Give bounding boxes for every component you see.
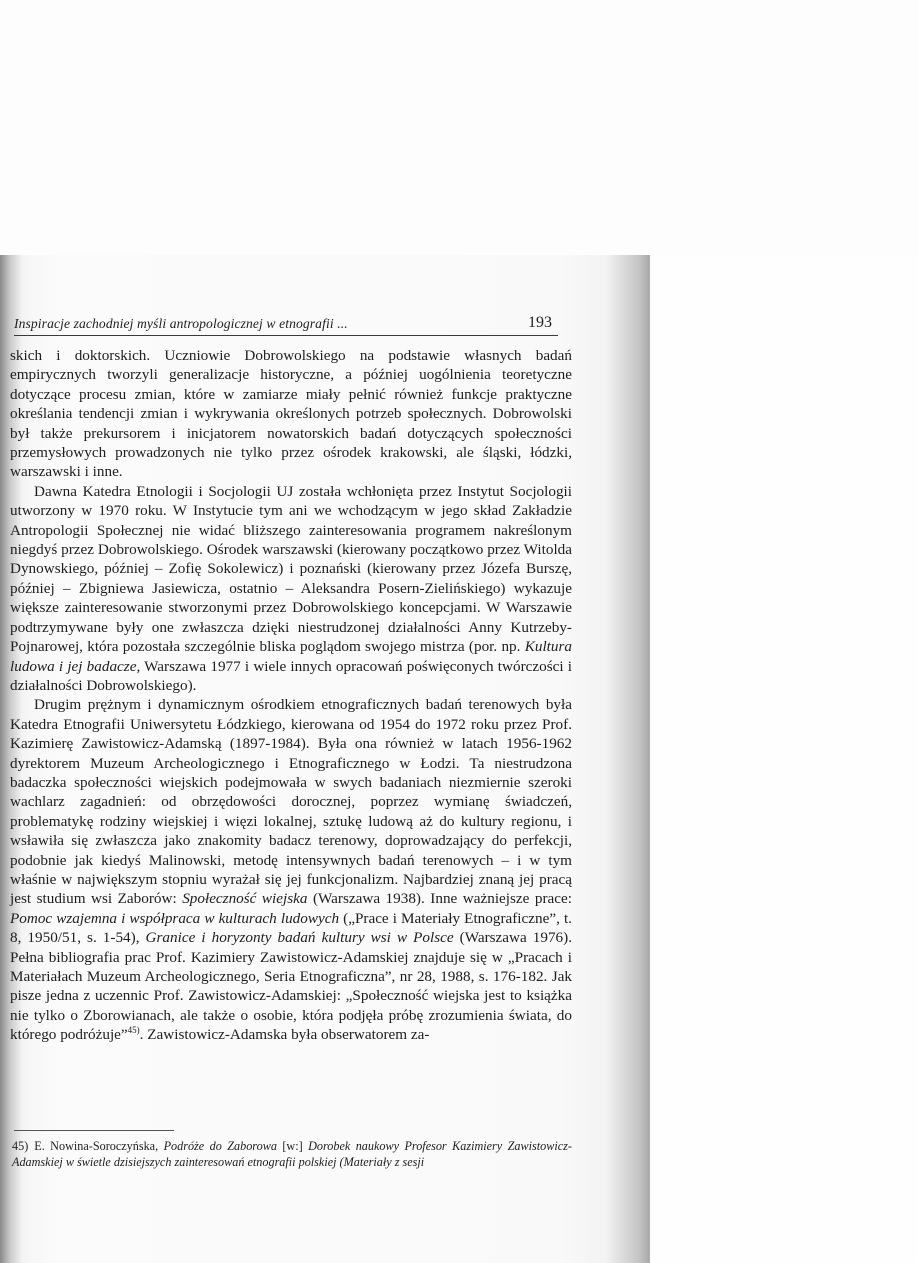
paragraph-3-text-a: Drugim prężnym i dynamicznym ośrodkiem etnograficznych badań terenowych była Katedra Etnografii Uniwersytetu Łódzkiego, kierowana od 1954 do 1972 roku przez Prof. Kazimierę Zawistowicz-Adamską (1897-1984). Była ona również w latach 1956-1962 dyrektorem Muzeum Archeologicznego i Etnograficznego w Łodzi. Ta niestrudzona badaczka społeczności wiejskich podejmowała w swych badaniach niezmiernie szeroki wachlarz zagadnień: od obrzędowości dorocznej, poprzez wymianę świadczeń, problematykę rodziny wiejskiej i więzi lokalnej, sztukę ludową aż do kultury regionu, i wsławiła się zwłaszcza jako znakomity badacz terenowy, doprowadzający do perfekcji, podobnie jak kiedyś Malinowski, metodę intensywnych badań terenowych – i w tym właśnie w największym stopniu wyrażał się jej funkcjonalizm. Najbardziej znaną jej pracą jest studium wsi Zaborów:	[10, 696, 572, 908]
body-text	[10, 346, 572, 1045]
footnote-number: 45)	[12, 1139, 29, 1153]
paragraph-1	[10, 346, 572, 482]
footnote-title-2: Dorobek naukowy Profesor Kazimiery Zawistowicz-Adamskiej w świetle dzisiejszych zainteresowań etnografii polskiej (Materiały z sesji	[12, 1139, 572, 1169]
footnote-bracket: [w:]	[276, 1139, 309, 1153]
running-header-title: Inspiracje zachodniej myśli antropologicznej w etnografii ...	[14, 316, 348, 331]
scan-right-margin	[650, 255, 918, 1263]
page-number: 193	[528, 314, 552, 331]
footnote-author: E. Nowina-Soroczyńska,	[34, 1139, 164, 1153]
scan-top-margin	[0, 0, 918, 255]
footnote-divider	[14, 1130, 174, 1131]
paragraph-2-text-a: Dawna Katedra Etnologii i Socjologii UJ została wchłonięta przez Instytut Socjologii utworzony w 1970 roku. W Instytucie tym ani we wchodzącym w jego skład Zakładzie Antropologii Społecznej nie widać bliższego zainteresowania programem nakreślonym niegdyś przez Dobrowolskiego. Ośrodek warszawski (kierowany początkowo przez Witolda Dynowskiego, później – Zofię Sokolewicz) i poznański (kierowany przez Józefa Burszę, później – Zbigniewa Jasiewicza, ostatnio – Aleksandra Posern-Zielińskiego) wykazuje większe zainteresowanie stworzonymi przez Dobrowolskiego koncepcjami. W Warszawie podtrzymywane były one zwłaszcza dzięki niestrudzonej działalności Anny Kutrzeby-Pojnarowej, która pozostała szczególnie bliska poglądom swojego mistrza (por. np.	[10, 482, 572, 656]
paragraph-3-text-b: (Warszawa 1938). Inne ważniejsze prace:	[307, 890, 572, 908]
paragraph-2-text-b: , Warszawa 1977 i wiele innych opracowań poświęconych twórczości i działalności Dobrowolskiego).	[10, 657, 572, 694]
paragraph-3	[10, 695, 572, 1044]
paragraph-3-title-1: Społeczność wiejska	[182, 890, 308, 908]
running-header	[14, 313, 558, 336]
paragraph-3-text-d: (Warszawa 1976). Pełna bibliografia prac Prof. Kazimiery Zawistowicz-Adamskiej znajduje się w „Pracach i Materiałach Muzeum Archeologicznego, Seria Etnograficzna”, nr 28, 1988, s. 176-182. Jak pisze jedna z uczennic Prof. Zawistowicz-Adamskiej: „Społeczność wiejska jest to książka nie tylko o Zborowianach, ale także o osobie, która podjęła próbę zrozumienia świata, do którego podróżuje”	[10, 929, 573, 1044]
paragraph-2	[10, 482, 572, 695]
footnote	[12, 1138, 572, 1170]
paragraph-2-title-1: Kultura ludowa i jej badacze	[10, 638, 572, 675]
paragraph-3-text-c: („Prace i Materiały Etnograficzne”, t. 8, 1950/51, s. 1-54),	[10, 909, 572, 947]
paragraph-1-text: skich i doktorskich. Uczniowie Dobrowolskiego na podstawie własnych badań empirycznych tworzyli generalizacje historyczne, a później uogólnienia teoretyczne dotyczące procesu zmian, które w zamiarze miały pełnić również funkcje praktyczne określania tendencji zmian i wykrywania określonych potrzeb społecznych. Dobrowolski był także prekursorem i inicjatorem nowatorskich badań dotyczących społeczności przemysłowych prowadzonych nie tylko przez ośrodek krakowski, ale śląski, łódzki, warszawski i inne.	[10, 347, 572, 481]
paragraph-3-title-2: Pomoc wzajemna i współpraca w kulturach ludowych	[10, 909, 340, 927]
paragraph-3-text-e: . Zawistowicz-Adamska była obserwatorem za-	[139, 1026, 430, 1044]
footnote-title-1: Podróże do Zaborowa	[163, 1139, 277, 1153]
paragraph-3-title-3: Granice i horyzonty badań kultury wsi w Polsce	[145, 929, 454, 947]
footnote-reference: 45)	[127, 1025, 140, 1036]
